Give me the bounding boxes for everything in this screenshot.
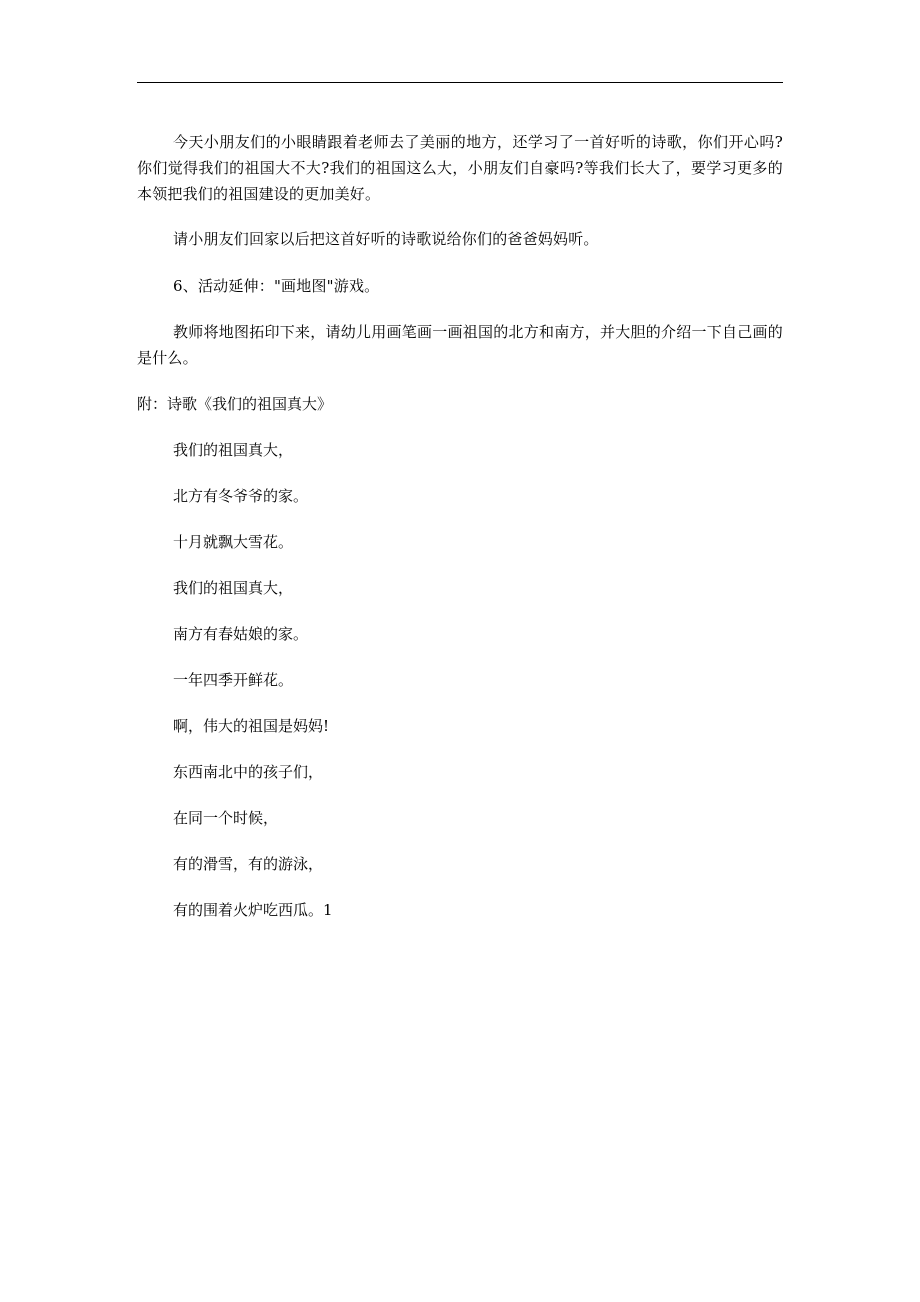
poem-line: 北方有冬爷爷的家。 (173, 487, 309, 505)
poem-line: 一年四季开鲜花。 (173, 671, 294, 689)
poem-line: 有的滑雪，有的游泳， (173, 855, 324, 873)
document-body (137, 129, 783, 943)
paragraph-extension-heading: 6、活动延伸："画地图"游戏。 (173, 277, 380, 295)
paragraph-extension-detail: 教师将地图拓印下来，请幼儿用画笔画一画祖国的北方和南方，并大胆的介绍一下自己画的是什么。 (137, 323, 783, 367)
poem-line: 啊，伟大的祖国是妈妈! (173, 717, 330, 735)
poem-line: 我们的祖国真大， (173, 441, 294, 459)
appendix-title: 附：诗歌《我们的祖国真大》 (137, 395, 333, 413)
poem-line: 东西南北中的孩子们， (173, 763, 324, 781)
poem-line: 有的围着火炉吃西瓜。1 (173, 901, 333, 919)
poem-line: 十月就飘大雪花。 (173, 533, 294, 551)
paragraph-homework: 请小朋友们回家以后把这首好听的诗歌说给你们的爸爸妈妈听。 (173, 230, 599, 248)
poem-line: 我们的祖国真大， (173, 579, 294, 597)
paragraph-summary: 今天小朋友们的小眼睛跟着老师去了美丽的地方，还学习了一首好听的诗歌，你们开心吗?你们觉得我们的祖国大不大?我们的祖国这么大，小朋友们自豪吗?等我们长大了，要学习更多的本领把我们的祖国建设的更加美好。 (137, 133, 783, 203)
header-rule (137, 82, 783, 83)
poem-line: 在同一个时候， (173, 809, 279, 827)
poem-line: 南方有春姑娘的家。 (173, 625, 309, 643)
